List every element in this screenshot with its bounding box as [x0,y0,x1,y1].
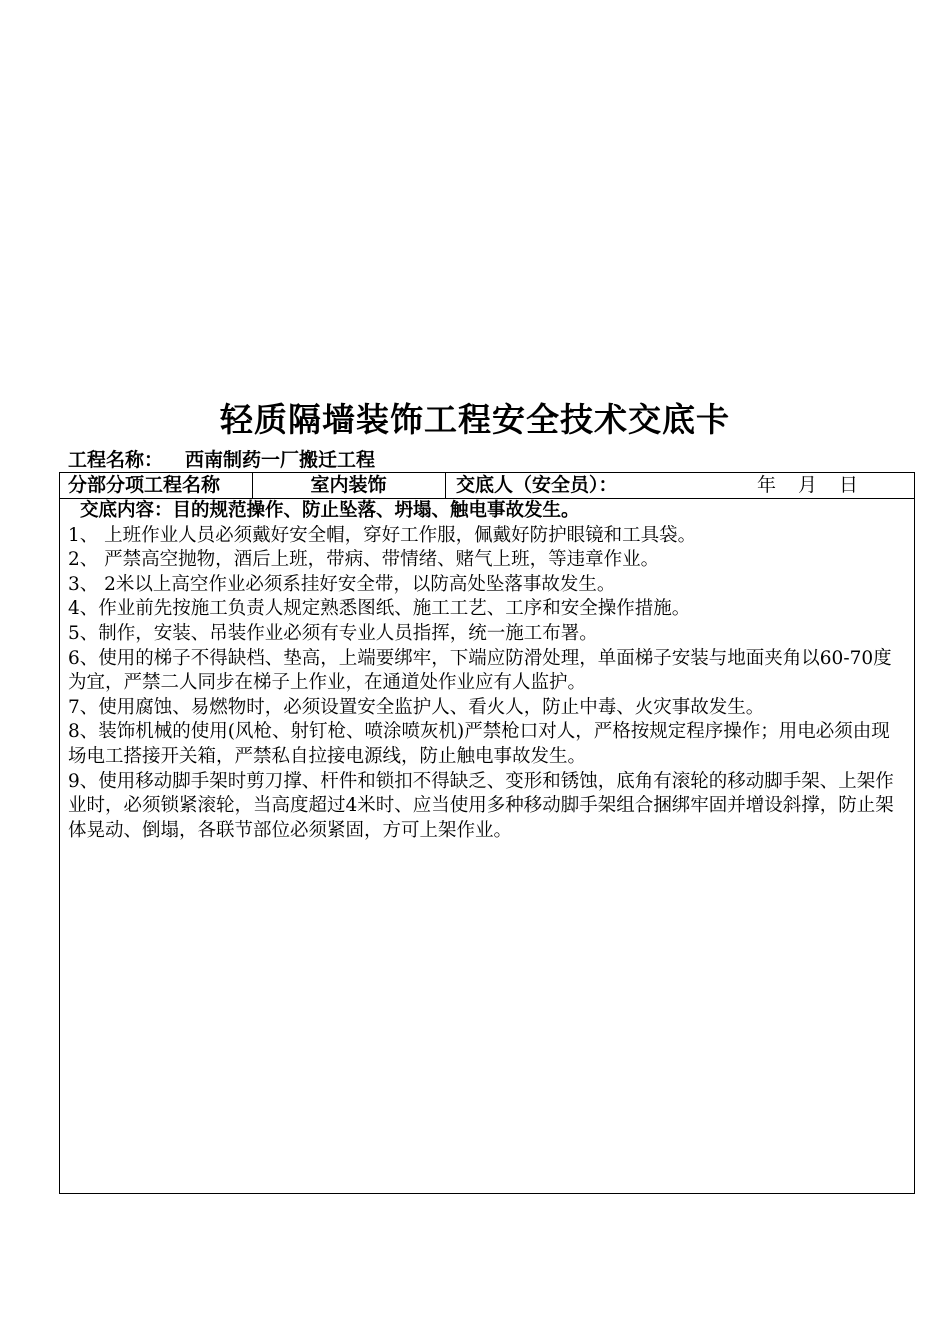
sub-project-label: 分部分项工程名称 [68,474,221,496]
disclosure-content [68,499,908,843]
date-month: 月 [798,474,818,496]
project-name: 西南制药一厂搬迁工程 [185,449,376,471]
content-item: 4、作业前先按施工负责人规定熟悉图纸、施工工艺、工序和安全操作措施。 [68,598,691,620]
content-item: 1、 上班作业人员必须戴好安全帽，穿好工作服，佩戴好防护眼镜和工具袋。 [68,524,697,546]
column-divider [445,473,446,498]
date-year: 年 [757,474,777,496]
content-item: 3、 2米以上高空作业必须系挂好安全带，以防高处坠落事故发生。 [68,573,616,595]
content-item: 6、使用的梯子不得缺档、垫高，上端要绑牢，下端应防滑处理，单面梯子安装与地面夹角以60-70度为宜，严禁二人同步在梯子上作业，在通道处作业应有人监护。 [68,647,892,694]
project-name-line [68,448,375,472]
document-title: 轻质隔墙装饰工程安全技术交底卡 [220,400,730,439]
content-item: 9、使用移动脚手架时剪刀撑、杆件和锁扣不得缺乏、变形和锈蚀，底角有滚轮的移动脚手架、上架作业时，必须锁紧滚轮，当高度超过4米时、应当使用多种移动脚手架组合捆绑牢固并增设斜撑，防止架体晃动、倒塌，各联节部位必须紧固，方可上架作业。 [68,770,894,841]
card-header-row [60,473,914,499]
date-field [757,473,880,498]
date-day: 日 [839,474,859,496]
sub-project-value: 室内装饰 [310,474,387,496]
content-item: 7、使用腐蚀、易燃物时，必须设置安全监护人、看火人，防止中毒、火灾事故发生。 [68,696,765,718]
content-item: 5、制作，安装、吊装作业必须有专业人员指挥，统一施工布署。 [68,622,598,644]
discloser-label: 交底人（安全员）： [456,474,618,496]
content-item: 8、装饰机械的使用(风枪、射钉枪、喷涂喷灰机)严禁枪口对人，严格按规定程序操作；用电必须由现场电工搭接开关箱，严禁私自拉接电源线，防止触电事故发生。 [68,721,890,767]
project-label: 工程名称： [68,449,164,471]
content-lead: 交底内容：目的规范操作、防止坠落、坍塌、触电事故发生。 [80,500,580,521]
content-item: 2、 严禁高空抛物，酒后上班，带病、带情绪、赌气上班，等违章作业。 [68,549,660,571]
disclosure-card [59,472,915,1194]
